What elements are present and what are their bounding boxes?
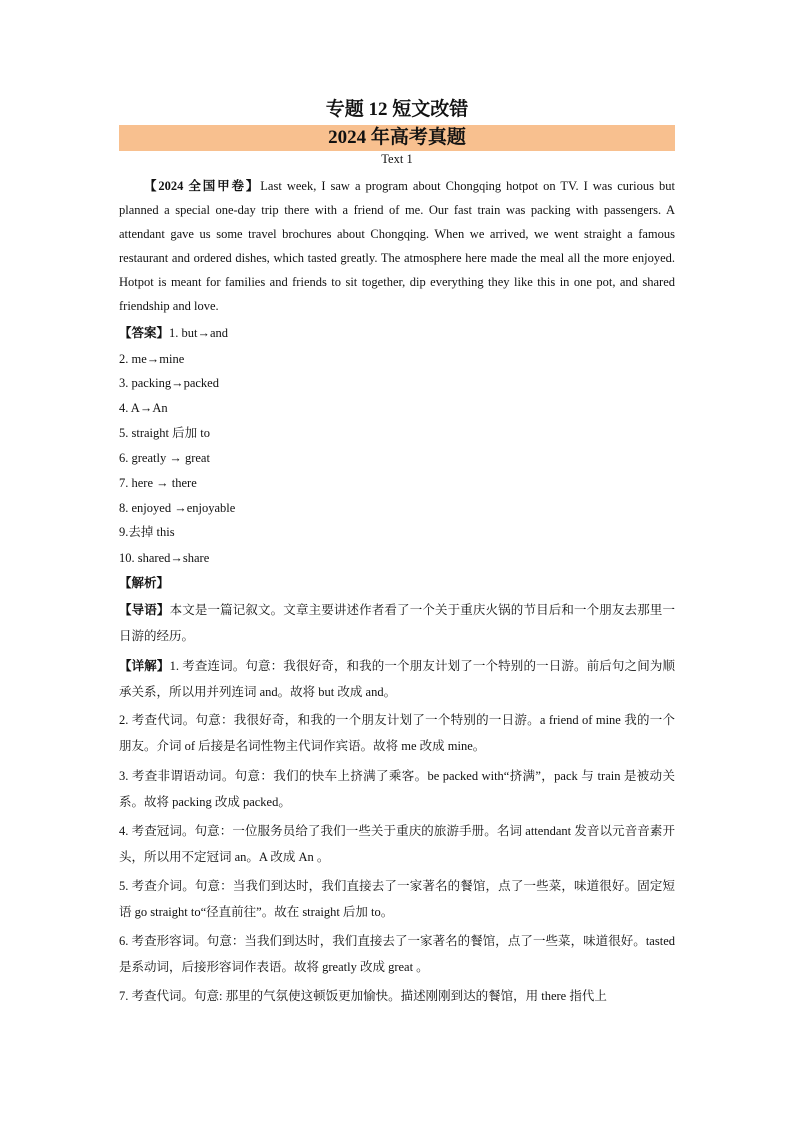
explanation-paragraph: 6. 考查形容词。句意：当我们到达时，我们直接去了一家著名的餐馆，点了一些菜，味道很好。tasted 是系动词，后接形容词作表语。故将 greatly 改成 great 。: [119, 934, 675, 974]
explanation-paragraph: [119, 653, 675, 705]
answer-item: 8. enjoyed →enjoyable: [119, 501, 236, 515]
passage-text: Last week, I saw a program about Chongqing hotpot on TV. I was curious but planned a special one-day trip there with a friend of me. Our fast train was packing with passengers. A attendant gave us some travel brochures about Chongqing. When we arrived, we went straight a famous restaurant and ordered dishes, which tasted greatly. The atmosphere here made the meal all the more enjoyed. Hotpot is meant for families and friends to sit together, dip everything they like this in one pot, and shared friendship and love.: [119, 179, 675, 313]
answer-item: 7. here → there: [119, 476, 197, 490]
answer-item: 9.去掉 this: [119, 525, 175, 539]
answer-item: 5. straight 后加 to: [119, 426, 210, 440]
answer-line-1: [119, 321, 675, 345]
explanation-paragraph: 3. 考查非谓语动词。句意：我们的快车上挤满了乘客。be packed with“挤满”，pack 与 train 是被动关系。故将 packing 改成 packed。: [119, 769, 675, 809]
passage-paragraph: [119, 174, 675, 318]
answer-item: 10. shared→share: [119, 551, 210, 565]
answer-item: 2. me→mine: [119, 352, 185, 366]
answer-item: 4. A→An: [119, 401, 168, 415]
guide-label: 【导语】: [119, 603, 170, 617]
guide-text: 本文是一篇记叙文。文章主要讲述作者看了一个关于重庆火锅的节目后和一个朋友去那里一日游的经历。: [119, 603, 675, 643]
answer-label: 【答案】: [119, 326, 170, 340]
text-label: Text 1: [381, 152, 413, 166]
detail-label: 【详解】: [119, 659, 170, 673]
passage-source-tag: 【2024 全国甲卷】: [144, 179, 261, 193]
answer-item: 6. greatly → great: [119, 451, 210, 465]
explanation-text: 1. 考查连词。句意：我很好奇，和我的一个朋友计划了一个特别的一日游。前后句之间为顺承关系，所以用并列连词 and。故将 but 改成 and。: [119, 659, 675, 699]
explanation-paragraph: 7. 考查代词。句意: 那里的气氛使这顿饭更加愉快。描述刚刚到达的餐馆，用 there 指代上: [119, 989, 607, 1003]
document-title: 专题 12 短文改错: [325, 99, 469, 120]
explanation-paragraph: 2. 考查代词。句意：我很好奇，和我的一个朋友计划了一个特别的一日游。a friend of mine 我的一个朋友。介词 of 后接是名词性物主代词作宾语。故将 me 改成 mine。: [119, 713, 675, 753]
explanation-paragraph: 4. 考查冠词。句意：一位服务员给了我们一些关于重庆的旅游手册。名词 attendant 发音以元音音素开头，所以用不定冠词 an。A 改成 An 。: [119, 824, 675, 864]
analysis-label: 【解析】: [119, 576, 170, 590]
guide-paragraph: [119, 597, 675, 649]
section-banner: 2024 年高考真题: [119, 125, 675, 151]
explanation-paragraph: 5. 考查介词。句意：当我们到达时，我们直接去了一家著名的餐馆，点了一些菜，味道很好。固定短语 go straight to“径直前往”。故在 straight 后加 to。: [119, 879, 675, 919]
answer-item: 3. packing→packed: [119, 376, 219, 390]
answer-item: 1. but→and: [169, 326, 229, 340]
